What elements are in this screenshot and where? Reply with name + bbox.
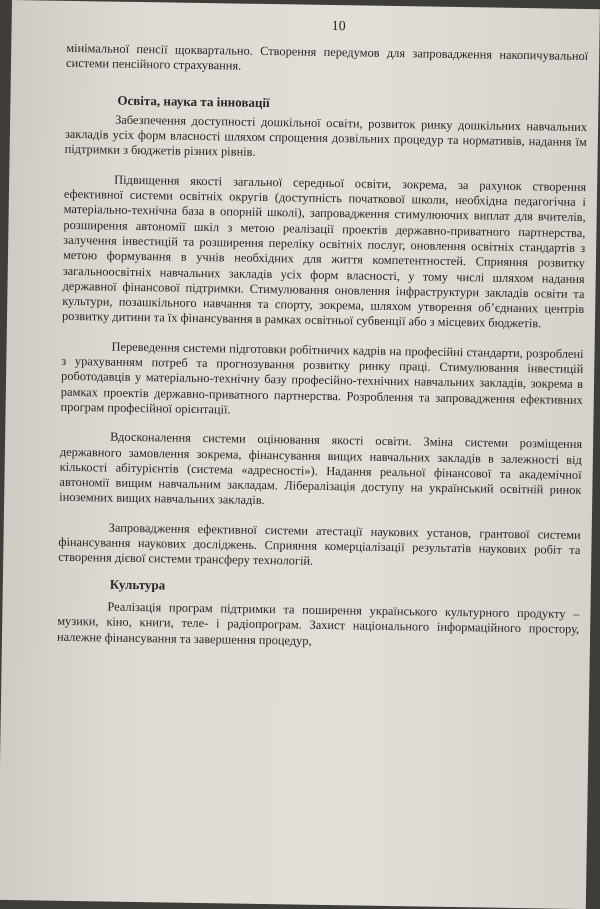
section-heading-culture: Культура — [109, 576, 166, 593]
education-paragraph-preschool: Забезпечення доступності дошкільної освіти, розвиток ринку дошкільних навчальних закладів усіх форм власності шляхом спрощення дозвільних процедур та нормативів, надання їм підтримки з бюджетів різних рівнів. — [64, 112, 588, 160]
education-paragraph-vocational: Переведення системи підготовки робітничих кадрів на професійні стандарти, розроблені з урахуванням потреб та прогнозування розвитку ринку праці. Стимулювання інвестицій роботодавців у матеріально-технічну базу професійно-технічних навчальних закладів, зокрема в рамках проектів державно-приватного партнерства. Розроблення та запровадження ефективних програм професійної орієнтації. — [60, 339, 584, 417]
page-number: 10 — [331, 19, 346, 35]
section-heading-education: Освіта, наука та інновації — [117, 92, 270, 110]
education-paragraph-science: Запровадження ефективної системи атестації наукових установ, грантової системи фінансування наукових досліджень. Сприяння комерціалізації результатів наукових робіт та створення дієвої системи трансферу технологій. — [58, 520, 581, 569]
education-paragraph-secondary: Підвищення якості загальної середньої освіти, зокрема, за рахунок створення ефективної системи освітніх округів (доступність початкової школи, необхідна педагогічна і матеріально-технічна база в опорній школі), запровадження стимулюючих виплат для вчителів, розширення автономії шкіл з метою реалізації проектів державно-приватного партнерства, залучення інвестицій та розширення переліку освітніх послуг, оновлення освітніх стандартів з метою формування в учнів необхідних для життя компетентностей. Сприяння розвитку загальноосвітніх навчальних закладів усіх форм власності, у тому числі шляхом надання державної фінансової підтримки. Стимулювання оновлення інфраструктури закладів освіти та культури, позашкільного навчання та спорту, зокрема, шляхом утворення об’єднаних центрів розвитку дитини та їх фінансування в рамках освітньої субвенції або з місцевих бюджетів. — [61, 172, 587, 331]
culture-paragraph: Реалізація програм підтримки та поширення українського культурного продукту – музики, кіно, книги, теле- і радіопрограм. Захист національного інформаційного простору, належне фінансування та завершення процедур, — [56, 599, 580, 648]
intro-paragraph: мінімальної пенсії щоквартально. Створення передумов для запровадження накопичувальної системи пенсійного страхування. — [65, 40, 589, 73]
document-body — [57, 41, 588, 653]
education-paragraph-higher: Вдосконалення системи оцінювання якості освіти. Зміна системи розміщення державного замовлення зокрема, фінансування вищих навчальних закладів в залежності від кількості абітурієнтів (система «адресності»). Надання реальної фінансової та академічної автономії вищим навчальним закладам. Лібералізація доступу на український освітній ринок іноземних вищих навчальних закладів. — [59, 429, 583, 508]
